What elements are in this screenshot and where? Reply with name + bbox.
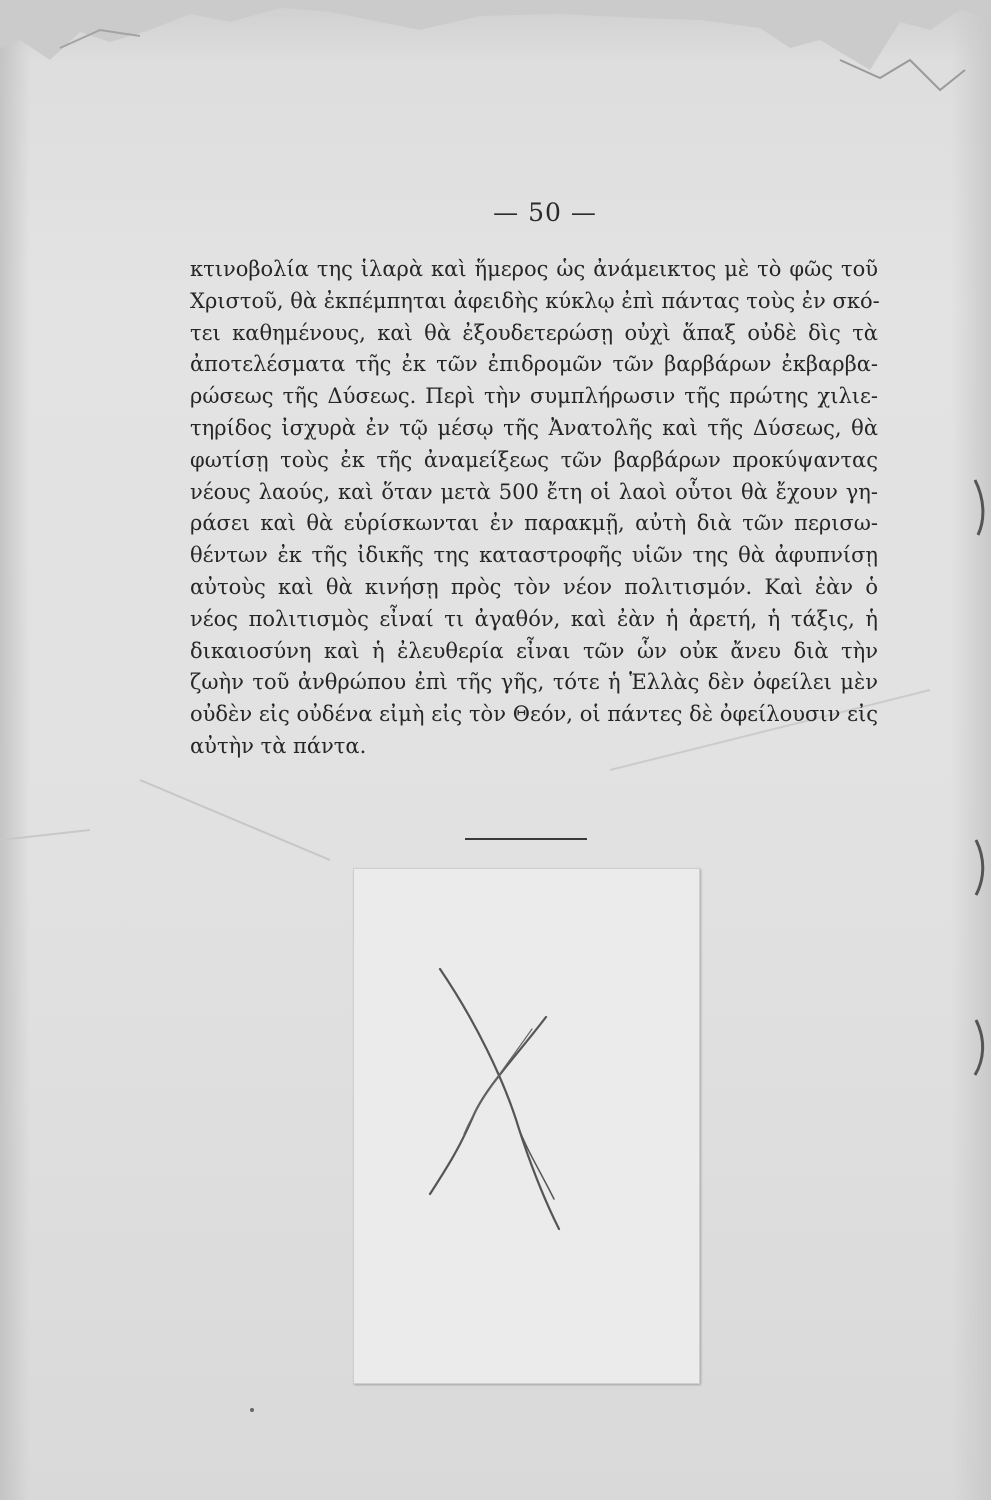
text-line: κτινοβολία της ἱλαρὰ καὶ ἥμερος ὡς ἀνάμεικτος μὲ τὸ φῶς τοῦ: [190, 257, 878, 281]
text-line: τει καθημένους, καὶ θὰ ἐξουδετερώσῃ οὐχὶ ἅπαξ οὐδὲ δὶς τὰ: [190, 320, 878, 345]
text-line: Χριστοῦ, θὰ ἐκπέμπηται ἀφειδὴς κύκλῳ ἐπὶ πάντας τοὺς ἐν σκό-: [190, 288, 880, 313]
text-line: οὐδὲν εἰς οὐδένα εἰμὴ εἰς τὸν Θεόν, οἱ πάντες δὲ ὀφείλουσιν εἰς: [190, 702, 878, 727]
text-line: αὐτὴν τὰ πάντα.: [190, 733, 367, 758]
text-line: θέντων ἐκ τῆς ἰδικῆς της καταστροφῆς υἱῶν της θὰ ἀφυπνίσῃ: [190, 543, 878, 568]
text-line: αὐτοὺς καὶ θὰ κινήσῃ πρὸς τὸν νέον πολιτισμόν. Καὶ ἐὰν ὁ: [190, 574, 878, 599]
text-line: ἀποτελέσματα τῆς ἐκ τῶν ἐπιδρομῶν τῶν βαρβάρων ἐκβαρβα-: [190, 352, 878, 377]
text-line: δικαιοσύνη καὶ ἡ ἐλευθερία εἶναι τῶν ὧν οὐκ ἄνευ διὰ τὴν: [190, 638, 878, 663]
text-line: τηρίδος ἰσχυρὰ ἐν τῷ μέσῳ τῆς Ἀνατολῆς καὶ τῆς Δύσεως, θὰ: [190, 415, 878, 440]
text-line: ράσει καὶ θὰ εὑρίσκωνται ἐν παρακμῇ, αὐτὴ διὰ τῶν περισω-: [190, 511, 878, 536]
page-number: — 50 —: [493, 198, 597, 227]
text-line: νέους λαούς, καὶ ὅταν μετὰ 500 ἔτη οἱ λαοὶ οὗτοι θὰ ἔχουν γη-: [190, 479, 878, 504]
text-line: νέος πολιτισμὸς εἶναί τι ἀγαθόν, καὶ ἐὰν ἡ ἀρετή, ἡ τάξις, ἡ: [190, 606, 878, 631]
text-line: φωτίσῃ τοὺς ἐκ τῆς ἀναμείξεως τῶν βαρβάρων προκύψαντας: [190, 447, 878, 472]
text-line: ζωὴν τοῦ ἀνθρώπου ἐπὶ τῆς γῆς, τότε ἡ Ἑλλὰς δὲν ὀφείλει μὲν: [190, 670, 878, 695]
text-line: ρώσεως τῆς Δύσεως. Περὶ τὴν συμπλήρωσιν τῆς πρώτης χιλιε-: [190, 384, 878, 409]
